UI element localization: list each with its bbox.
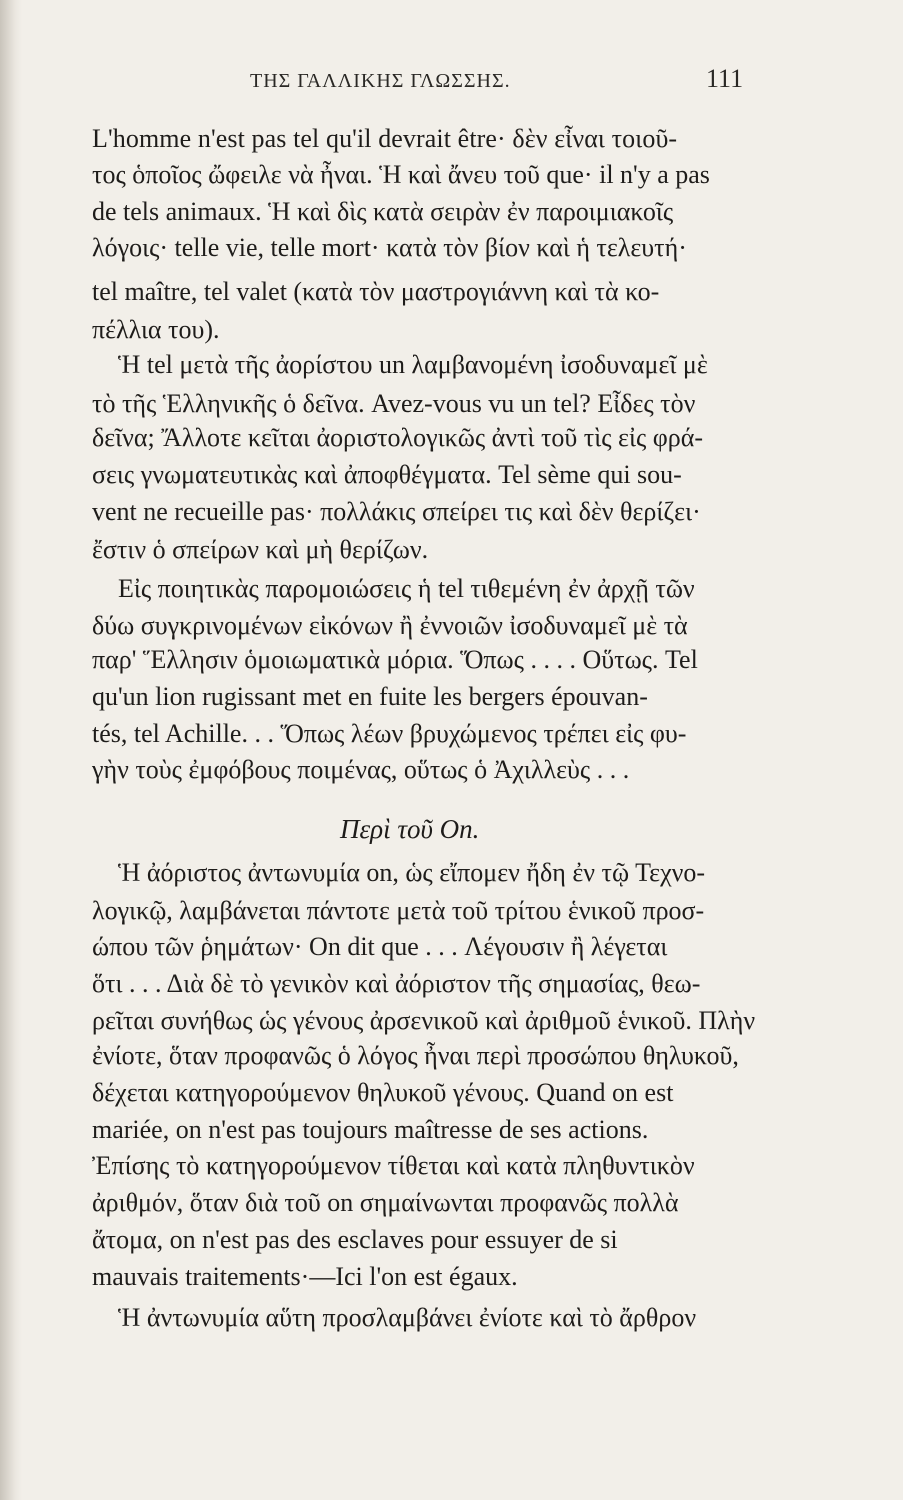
text-line: γὴν τοὺς ἐμφόβους ποιμένας, οὕτως ὁ Ἀχιλλεὺς . . . bbox=[92, 755, 630, 784]
text-line: δύω συγκρινομένων εἰκόνων ἢ ἐννοιῶν ἰσοδυναμεῖ μὲ τὰ bbox=[92, 611, 688, 640]
text-line: Ἐπίσης τὸ κατηγορούμενον τίθεται καὶ κατὰ πληθυντικὸν bbox=[92, 1151, 695, 1180]
text-line: Ἡ ἀόριστος ἀντωνυμία on, ὡς εἴπομεν ἤδη ἐν τῷ Τεχνο- bbox=[118, 858, 706, 887]
text-line: qu'un lion rugissant met en fuite les bergers épouvan- bbox=[92, 682, 648, 711]
text-line: τὸ τῆς Ἑλληνικῆς ὁ δεῖνα. Avez-vous vu un tel? Εἶδες τὸν bbox=[92, 389, 696, 418]
text-line: ἐνίοτε, ὅταν προφανῶς ὁ λόγος ἦναι περὶ προσώπου θηλυκοῦ, bbox=[92, 1041, 739, 1070]
text-line: παρ' Ἕλλησιν ὁμοιωματικὰ μόρια. Ὅπως . . . . Οὕτως. Tel bbox=[92, 645, 698, 674]
text-line: ὅτι . . . Διὰ δὲ τὸ γενικὸν καὶ ἀόριστον τῆς σημασίας, θεω- bbox=[92, 969, 701, 998]
text-line: ἀριθμόν, ὅταν διὰ τοῦ on σημαίνωνται προφανῶς πολλὰ bbox=[92, 1188, 679, 1217]
text-line: σεις γνωματευτικὰς καὶ ἀποφθέγματα. Tel sème qui sou- bbox=[92, 460, 682, 489]
text-line: ἄτομα, on n'est pas des esclaves pour essuyer de si bbox=[92, 1225, 618, 1254]
text-line: tés, tel Achille. . . Ὅπως λέων βρυχώμενος τρέπει εἰς φυ- bbox=[92, 719, 687, 748]
text-line: vent ne recueille pas· πολλάκις σπείρει τις καὶ δὲν θερίζει· bbox=[92, 497, 701, 526]
page-number: 111 bbox=[706, 64, 744, 93]
text-line: Ἡ ἀντωνυμία αὕτη προσλαμβάνει ἐνίοτε καὶ τὸ ἄρθρον bbox=[118, 1303, 697, 1332]
text-line: mariée, on n'est pas toujours maîtresse de ses actions. bbox=[92, 1115, 649, 1144]
text-line: λόγοις· telle vie, telle mort· κατὰ τὸν βίον καὶ ἡ τελευτή· bbox=[92, 233, 687, 262]
text-line: ρεῖται συνήθως ὡς γένους ἀρσενικοῦ καὶ ἀριθμοῦ ἑνικοῦ. Πλὴν bbox=[92, 1006, 756, 1035]
text-line: δεῖνα; Ἄλλοτε κεῖται ἀοριστολογικῶς ἀντὶ τοῦ τὶς εἰς φρά- bbox=[92, 423, 703, 452]
text-line: mauvais traitements·—Ici l'on est égaux. bbox=[92, 1262, 518, 1291]
text-line: Εἰς ποιητικὰς παρομοιώσεις ἡ tel τιθεμένη ἐν ἀρχῇ τῶν bbox=[118, 574, 695, 603]
text-line: δέχεται κατηγορούμενον θηλυκοῦ γένους. Quand on est bbox=[92, 1078, 674, 1107]
text-line: τος ὁποῖος ὤφειλε νὰ ἦναι. Ἡ καὶ ἄνευ τοῦ que· il n'y a pas bbox=[92, 160, 710, 189]
text-line: λογικῷ, λαμβάνεται πάντοτε μετὰ τοῦ τρίτου ἑνικοῦ προσ- bbox=[92, 896, 705, 925]
running-title: ΤΗΣ ΓΑΛΛΙΚΗΣ ΓΛΩΣΣΗΣ. bbox=[250, 70, 511, 92]
text-line: L'homme n'est pas tel qu'il devrait être· δὲν εἶναι τοιοῦ- bbox=[92, 124, 678, 153]
text-line: ἔστιν ὁ σπείρων καὶ μὴ θερίζων. bbox=[92, 535, 429, 564]
text-line: πέλλια του). bbox=[92, 315, 220, 344]
page-gutter-shadow bbox=[0, 0, 22, 1500]
text-line: de tels animaux. Ἡ καὶ δὶς κατὰ σειρὰν ἐν παροιμιακοῖς bbox=[92, 197, 674, 226]
text-line: Ἡ tel μετὰ τῆς ἀορίστου un λαμβανομένη ἰσοδυναμεῖ μὲ bbox=[118, 350, 708, 379]
text-line: ώπου τῶν ῥημάτων· On dit que . . . Λέγουσιν ἢ λέγεται bbox=[92, 932, 668, 961]
section-heading: Περὶ τοῦ On. bbox=[340, 814, 480, 844]
text-line: tel maître, tel valet (κατὰ τὸν μαστρογιάννη καὶ τὰ κο- bbox=[92, 277, 660, 306]
